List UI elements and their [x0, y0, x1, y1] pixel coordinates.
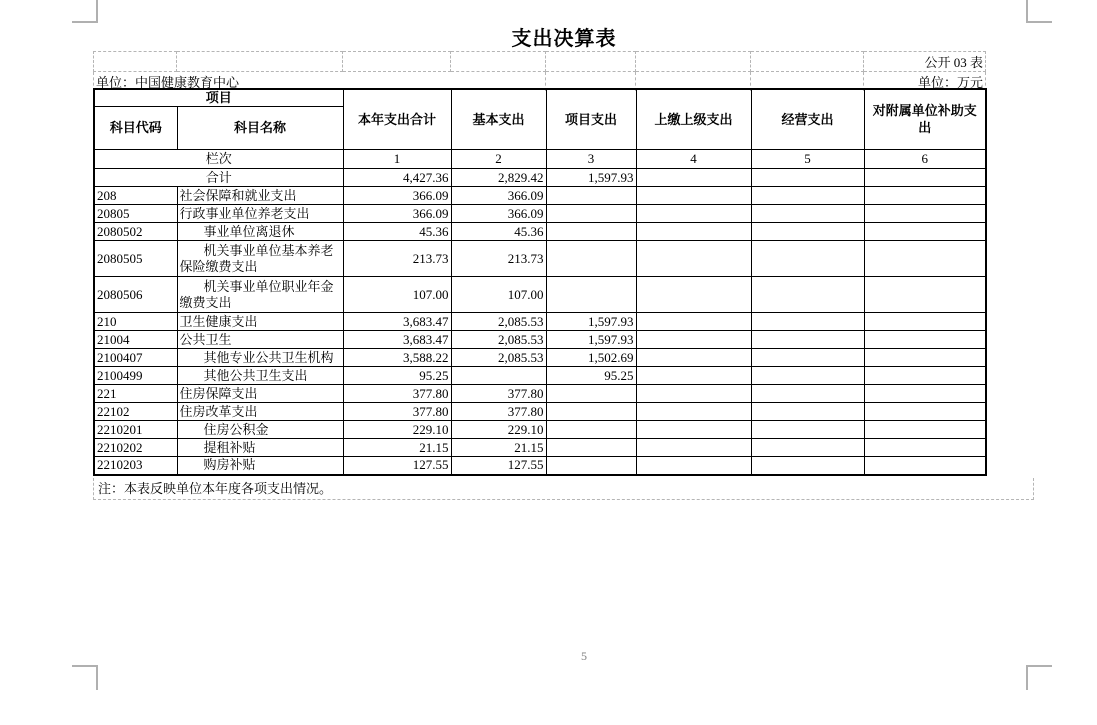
value-basic — [451, 367, 546, 385]
value-subsidy — [864, 421, 986, 439]
value-basic: 377.80 — [451, 403, 546, 421]
subject-name: 住房改革支出 — [177, 403, 343, 421]
crop-mark-bottom-left-h — [72, 665, 98, 667]
value-project: 1,597.93 — [546, 313, 636, 331]
value-basic: 127.55 — [451, 457, 546, 475]
value-subsidy — [864, 223, 986, 241]
index-4: 4 — [636, 150, 751, 169]
value-project — [546, 241, 636, 277]
header-col-project: 项目支出 — [546, 89, 636, 150]
subject-code: 2210202 — [94, 439, 177, 457]
document-title: 支出决算表 — [511, 28, 617, 50]
value-project: 1,502.69 — [546, 349, 636, 367]
value-annual-total: 377.80 — [343, 403, 451, 421]
header-col-operating: 经营支出 — [751, 89, 864, 150]
subject-code: 22102 — [94, 403, 177, 421]
value-subsidy — [864, 439, 986, 457]
value-annual-total: 45.36 — [343, 223, 451, 241]
value-operating — [751, 223, 864, 241]
value-project — [546, 403, 636, 421]
table-row — [94, 385, 986, 403]
header-col-basic: 基本支出 — [451, 89, 546, 150]
value-operating — [751, 421, 864, 439]
unit-of-measure: 单位：万元 — [864, 72, 986, 92]
value-operating — [751, 205, 864, 223]
index-6: 6 — [864, 150, 986, 169]
table-row — [94, 241, 986, 277]
value-subsidy — [864, 385, 986, 403]
value-upper — [636, 421, 751, 439]
value-upper — [636, 385, 751, 403]
value-basic: 45.36 — [451, 223, 546, 241]
header-subject-code: 科目代码 — [94, 107, 177, 150]
value-project — [546, 187, 636, 205]
value-subsidy — [864, 277, 986, 313]
value-project — [546, 385, 636, 403]
subject-name: 住房保障支出 — [177, 385, 343, 403]
total-row — [94, 169, 986, 187]
value-subsidy — [864, 331, 986, 349]
expenditure-table — [93, 88, 987, 476]
subject-code: 2080506 — [94, 277, 177, 313]
crop-mark-bottom-right-v — [1026, 665, 1028, 690]
subject-name: 其他公共卫生支出 — [177, 367, 343, 385]
value-basic: 21.15 — [451, 439, 546, 457]
table-row — [94, 205, 986, 223]
value-annual-total: 95.25 — [343, 367, 451, 385]
table-row — [94, 457, 986, 475]
value-basic: 366.09 — [451, 205, 546, 223]
value-operating — [751, 313, 864, 331]
value-upper — [636, 439, 751, 457]
subject-code: 2210203 — [94, 457, 177, 475]
subject-code: 21004 — [94, 331, 177, 349]
table-row — [94, 403, 986, 421]
value-project — [546, 439, 636, 457]
index-3: 3 — [546, 150, 636, 169]
value-subsidy — [864, 403, 986, 421]
value-basic: 107.00 — [451, 277, 546, 313]
value-subsidy — [864, 457, 986, 475]
value-annual-total: 229.10 — [343, 421, 451, 439]
table-row — [94, 277, 986, 313]
value-upper — [636, 313, 751, 331]
table-meta-grid — [93, 51, 986, 91]
table-row — [94, 223, 986, 241]
header-subject-name: 科目名称 — [177, 107, 343, 150]
value-upper — [636, 403, 751, 421]
table-row — [94, 331, 986, 349]
value-basic: 2,085.53 — [451, 313, 546, 331]
subject-code: 2100499 — [94, 367, 177, 385]
value-basic: 366.09 — [451, 187, 546, 205]
value-operating — [751, 457, 864, 475]
value-subsidy — [864, 187, 986, 205]
value-basic: 229.10 — [451, 421, 546, 439]
value-operating — [751, 367, 864, 385]
value-annual-total: 377.80 — [343, 385, 451, 403]
subject-code: 2080505 — [94, 241, 177, 277]
subject-code: 2080502 — [94, 223, 177, 241]
meta-row-form-code — [94, 52, 986, 72]
subject-name: 其他专业公共卫生机构 — [177, 349, 343, 367]
total-value-6 — [864, 169, 986, 187]
value-project — [546, 277, 636, 313]
crop-mark-top-right-v — [1026, 0, 1028, 23]
value-subsidy — [864, 367, 986, 385]
value-operating — [751, 331, 864, 349]
value-subsidy — [864, 349, 986, 367]
header-col-total: 本年支出合计 — [343, 89, 451, 150]
value-project: 95.25 — [546, 367, 636, 385]
total-value-5 — [751, 169, 864, 187]
value-operating — [751, 349, 864, 367]
value-upper — [636, 223, 751, 241]
table-row — [94, 367, 986, 385]
value-annual-total: 213.73 — [343, 241, 451, 277]
value-project — [546, 223, 636, 241]
total-value-2: 2,829.42 — [451, 169, 546, 187]
value-operating — [751, 241, 864, 277]
value-annual-total: 366.09 — [343, 187, 451, 205]
value-operating — [751, 187, 864, 205]
table-note: 注：本表反映单位本年度各项支出情况。 — [93, 478, 1034, 500]
value-project — [546, 205, 636, 223]
subject-name: 机关事业单位职业年金缴费支出 — [177, 277, 343, 313]
value-annual-total: 107.00 — [343, 277, 451, 313]
value-upper — [636, 349, 751, 367]
value-project — [546, 421, 636, 439]
total-value-3: 1,597.93 — [546, 169, 636, 187]
value-project — [546, 457, 636, 475]
subject-name: 住房公积金 — [177, 421, 343, 439]
column-index-row — [94, 150, 986, 169]
subject-code: 2100407 — [94, 349, 177, 367]
value-upper — [636, 241, 751, 277]
total-value-1: 4,427.36 — [343, 169, 451, 187]
value-upper — [636, 205, 751, 223]
header-col-upper: 上缴上级支出 — [636, 89, 751, 150]
value-basic: 213.73 — [451, 241, 546, 277]
page-number: 5 — [581, 649, 587, 663]
total-value-4 — [636, 169, 751, 187]
form-code: 公开 03 表 — [864, 52, 986, 72]
subject-code: 208 — [94, 187, 177, 205]
value-subsidy — [864, 205, 986, 223]
value-project: 1,597.93 — [546, 331, 636, 349]
expenditure-table-body — [94, 187, 986, 475]
header-group-label: 项目 — [94, 89, 343, 107]
value-annual-total: 366.09 — [343, 205, 451, 223]
value-annual-total: 3,683.47 — [343, 331, 451, 349]
index-5: 5 — [751, 150, 864, 169]
subject-name: 卫生健康支出 — [177, 313, 343, 331]
value-annual-total: 21.15 — [343, 439, 451, 457]
crop-mark-bottom-left-v — [96, 665, 98, 690]
subject-name: 公共卫生 — [177, 331, 343, 349]
value-basic: 2,085.53 — [451, 331, 546, 349]
value-operating — [751, 439, 864, 457]
subject-name: 提租补贴 — [177, 439, 343, 457]
value-basic: 377.80 — [451, 385, 546, 403]
subject-name: 机关事业单位基本养老保险缴费支出 — [177, 241, 343, 277]
subject-name: 事业单位离退休 — [177, 223, 343, 241]
value-subsidy — [864, 241, 986, 277]
table-row — [94, 421, 986, 439]
table-row — [94, 313, 986, 331]
value-basic: 2,085.53 — [451, 349, 546, 367]
value-subsidy — [864, 313, 986, 331]
value-upper — [636, 331, 751, 349]
index-1: 1 — [343, 150, 451, 169]
value-upper — [636, 277, 751, 313]
index-label: 栏次 — [94, 150, 343, 169]
index-2: 2 — [451, 150, 546, 169]
crop-mark-bottom-right-h — [1026, 665, 1052, 667]
subject-code: 221 — [94, 385, 177, 403]
crop-mark-top-left-v — [96, 0, 98, 23]
value-annual-total: 3,588.22 — [343, 349, 451, 367]
subject-name: 社会保障和就业支出 — [177, 187, 343, 205]
unit-name: 单位：中国健康教育中心 — [94, 72, 546, 92]
value-upper — [636, 457, 751, 475]
total-label: 合计 — [94, 169, 343, 187]
subject-code: 20805 — [94, 205, 177, 223]
subject-name: 行政事业单位养老支出 — [177, 205, 343, 223]
subject-code: 2210201 — [94, 421, 177, 439]
header-col-subsidy: 对附属单位补助支出 — [864, 89, 986, 150]
table-row — [94, 439, 986, 457]
subject-name: 购房补贴 — [177, 457, 343, 475]
value-upper — [636, 367, 751, 385]
subject-code: 210 — [94, 313, 177, 331]
table-row — [94, 187, 986, 205]
value-annual-total: 3,683.47 — [343, 313, 451, 331]
value-annual-total: 127.55 — [343, 457, 451, 475]
table-row — [94, 349, 986, 367]
header-row-group — [94, 89, 986, 107]
value-operating — [751, 277, 864, 313]
value-upper — [636, 187, 751, 205]
value-operating — [751, 403, 864, 421]
value-operating — [751, 385, 864, 403]
